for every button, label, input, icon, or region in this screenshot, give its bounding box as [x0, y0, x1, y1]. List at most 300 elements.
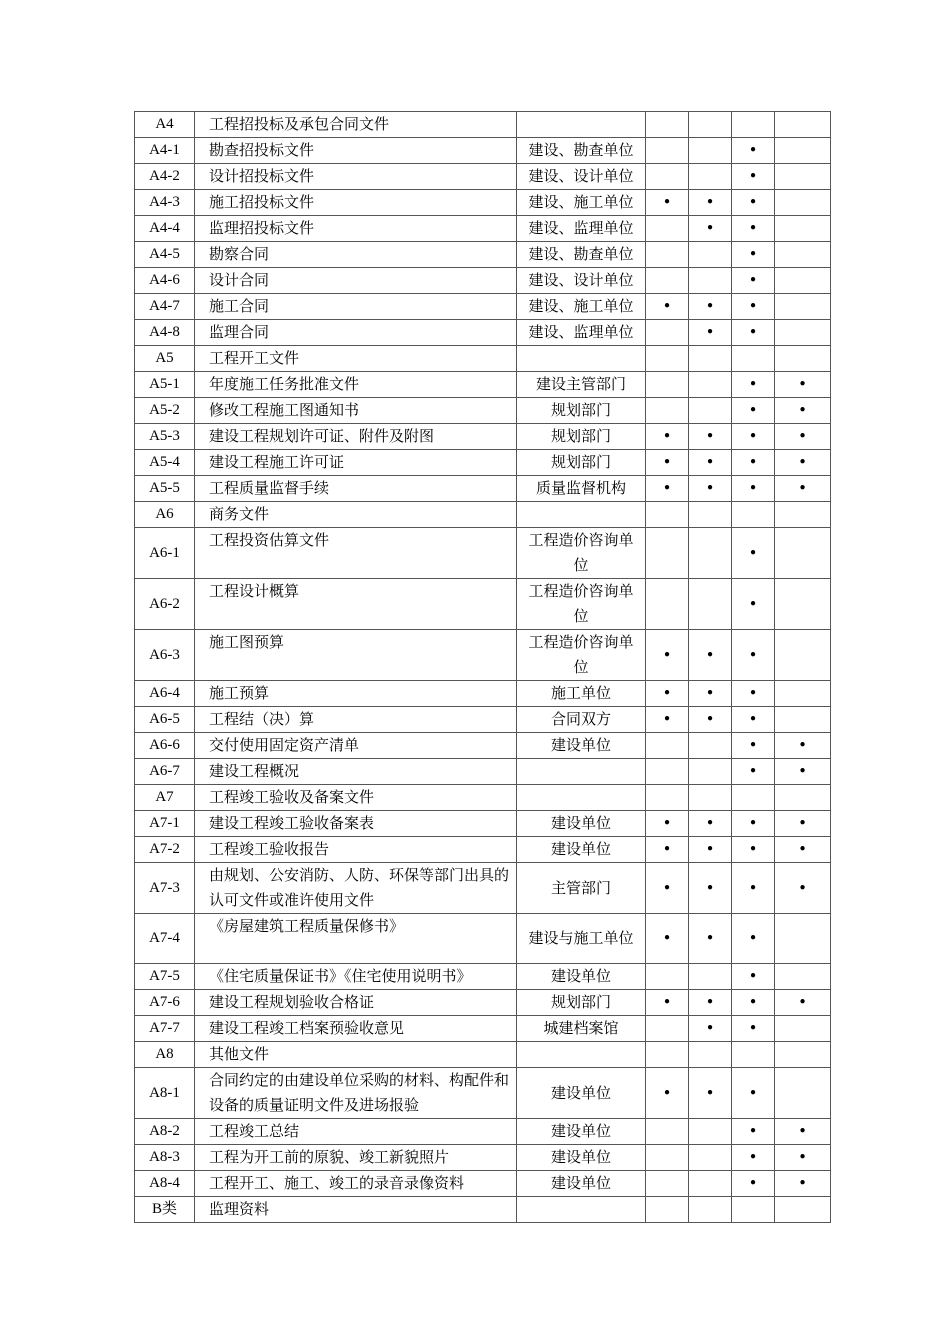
row-code: A6 — [135, 502, 195, 528]
mark-cell-2 — [689, 1197, 732, 1223]
row-name — [195, 579, 517, 630]
mark-cell-2 — [689, 1171, 732, 1197]
mark-cell-1: • — [646, 990, 689, 1016]
row-code: A4-8 — [135, 320, 195, 346]
table-row — [135, 242, 831, 268]
mark-cell-2: • — [689, 216, 732, 242]
row-unit-text: 建设、设计单位 — [528, 167, 634, 185]
mark-cell-3 — [732, 112, 775, 138]
row-unit — [517, 268, 646, 294]
mark-cell-1 — [646, 964, 689, 990]
mark-cell-2: • — [689, 811, 732, 837]
row-code: A6-1 — [135, 528, 195, 579]
mark-cell-4: • — [775, 1119, 831, 1145]
mark-cell-4: • — [775, 1145, 831, 1171]
row-code: A4-6 — [135, 268, 195, 294]
mark-cell-2 — [689, 138, 732, 164]
mark-cell-4: • — [775, 759, 831, 785]
mark-cell-2 — [689, 242, 732, 268]
mark-cell-3: • — [732, 759, 775, 785]
row-name — [195, 1119, 517, 1145]
row-unit-text: 建设、勘查单位 — [528, 245, 634, 263]
table-row — [135, 837, 831, 863]
row-name — [195, 811, 517, 837]
mark-cell-4 — [775, 190, 831, 216]
mark-cell-3: • — [732, 138, 775, 164]
section-row — [135, 1197, 831, 1223]
mark-cell-2: • — [689, 914, 732, 964]
row-unit — [517, 759, 646, 785]
row-unit — [517, 811, 646, 837]
mark-cell-2 — [689, 759, 732, 785]
row-unit — [517, 1016, 646, 1042]
mark-cell-2: • — [689, 476, 732, 502]
row-name — [195, 733, 517, 759]
mark-cell-2 — [689, 964, 732, 990]
mark-cell-3: • — [732, 733, 775, 759]
row-unit-text: 建设、设计单位 — [528, 271, 634, 289]
mark-cell-1 — [646, 1042, 689, 1068]
mark-cell-1: • — [646, 630, 689, 681]
row-name-text: 设计合同 — [209, 271, 270, 289]
row-name-text: 由规划、公安消防、人防、环保等部门出具的认可文件或准许使用文件 — [209, 866, 510, 909]
mark-cell-1: • — [646, 863, 689, 914]
row-code: A7-2 — [135, 837, 195, 863]
row-name — [195, 863, 517, 914]
row-name — [195, 346, 517, 372]
row-name-text: 建设工程竣工档案预验收意见 — [209, 1019, 405, 1037]
mark-cell-3: • — [732, 990, 775, 1016]
row-code: A7-6 — [135, 990, 195, 1016]
row-unit-text: 施工单位 — [550, 684, 611, 702]
table-row — [135, 630, 831, 681]
row-name — [195, 1197, 517, 1223]
mark-cell-1 — [646, 372, 689, 398]
mark-cell-4: • — [775, 476, 831, 502]
row-unit — [517, 242, 646, 268]
row-code: A5-3 — [135, 424, 195, 450]
mark-cell-3: • — [732, 707, 775, 733]
row-name-text: 工程投资估算文件 — [209, 531, 330, 549]
row-name-text: 建设工程概况 — [209, 762, 300, 780]
mark-cell-1 — [646, 1171, 689, 1197]
mark-cell-4 — [775, 785, 831, 811]
row-name — [195, 398, 517, 424]
mark-cell-1 — [646, 164, 689, 190]
mark-cell-1 — [646, 528, 689, 579]
mark-cell-3: • — [732, 1068, 775, 1119]
row-name — [195, 190, 517, 216]
row-unit-text: 规划部门 — [550, 401, 611, 419]
mark-cell-1 — [646, 1119, 689, 1145]
row-code: A8-3 — [135, 1145, 195, 1171]
mark-cell-3 — [732, 346, 775, 372]
mark-cell-1: • — [646, 681, 689, 707]
mark-cell-3: • — [732, 242, 775, 268]
row-unit — [517, 1042, 646, 1068]
row-name — [195, 1016, 517, 1042]
row-unit — [517, 138, 646, 164]
table-row — [135, 964, 831, 990]
mark-cell-1: • — [646, 811, 689, 837]
row-code: A4-2 — [135, 164, 195, 190]
table-row — [135, 579, 831, 630]
row-unit — [517, 1145, 646, 1171]
row-name-text: 其他文件 — [209, 1045, 270, 1063]
row-name-text: 工程竣工验收及备案文件 — [209, 788, 375, 806]
mark-cell-4 — [775, 1197, 831, 1223]
row-unit — [517, 502, 646, 528]
table-row — [135, 372, 831, 398]
row-unit-text: 建设、监理单位 — [528, 219, 634, 237]
row-name-text: 施工图预算 — [209, 633, 285, 651]
row-name — [195, 1068, 517, 1119]
mark-cell-3: • — [732, 190, 775, 216]
table-row — [135, 1068, 831, 1119]
table-row — [135, 450, 831, 476]
mark-cell-2 — [689, 1145, 732, 1171]
row-name — [195, 164, 517, 190]
mark-cell-1: • — [646, 294, 689, 320]
row-name — [195, 320, 517, 346]
mark-cell-1 — [646, 785, 689, 811]
mark-cell-4 — [775, 346, 831, 372]
row-unit-text: 工程造价咨询单位 — [528, 531, 634, 574]
row-code: B类 — [135, 1197, 195, 1223]
mark-cell-1 — [646, 1197, 689, 1223]
table-row — [135, 164, 831, 190]
mark-cell-2 — [689, 1042, 732, 1068]
row-unit — [517, 528, 646, 579]
mark-cell-3 — [732, 1042, 775, 1068]
row-code: A4-1 — [135, 138, 195, 164]
row-code: A6-4 — [135, 681, 195, 707]
row-code: A4-7 — [135, 294, 195, 320]
mark-cell-1 — [646, 112, 689, 138]
mark-cell-2 — [689, 528, 732, 579]
row-unit — [517, 320, 646, 346]
row-name-text: 工程质量监督手续 — [209, 479, 330, 497]
row-unit-text: 城建档案馆 — [543, 1019, 619, 1037]
mark-cell-1 — [646, 759, 689, 785]
row-name — [195, 681, 517, 707]
row-unit-text: 建设单位 — [550, 967, 611, 985]
row-code: A6-5 — [135, 707, 195, 733]
mark-cell-3: • — [732, 579, 775, 630]
row-name — [195, 216, 517, 242]
mark-cell-4 — [775, 1016, 831, 1042]
mark-cell-3: • — [732, 863, 775, 914]
row-code: A7 — [135, 785, 195, 811]
mark-cell-3: • — [732, 476, 775, 502]
mark-cell-3: • — [732, 1016, 775, 1042]
mark-cell-3: • — [732, 528, 775, 579]
table-row — [135, 476, 831, 502]
row-name — [195, 476, 517, 502]
section-row — [135, 346, 831, 372]
row-unit-text: 建设、施工单位 — [528, 297, 634, 315]
mark-cell-4 — [775, 681, 831, 707]
mark-cell-3: • — [732, 914, 775, 964]
row-name-text: 商务文件 — [209, 505, 270, 523]
row-name — [195, 372, 517, 398]
row-name-text: 工程开工文件 — [209, 349, 300, 367]
row-name-text: 工程招投标及承包合同文件 — [209, 115, 390, 133]
row-unit — [517, 1119, 646, 1145]
row-name-text: 交付使用固定资产清单 — [209, 736, 360, 754]
table-body — [135, 112, 831, 1223]
row-code: A6-7 — [135, 759, 195, 785]
mark-cell-2: • — [689, 320, 732, 346]
row-unit — [517, 216, 646, 242]
mark-cell-4: • — [775, 1171, 831, 1197]
row-unit-text: 建设、监理单位 — [528, 323, 634, 341]
row-unit — [517, 190, 646, 216]
mark-cell-3: • — [732, 1171, 775, 1197]
row-unit-text: 建设单位 — [550, 1083, 611, 1102]
row-code: A6-2 — [135, 579, 195, 630]
row-name — [195, 914, 517, 964]
mark-cell-1: • — [646, 837, 689, 863]
mark-cell-1: • — [646, 450, 689, 476]
mark-cell-4: • — [775, 837, 831, 863]
mark-cell-2 — [689, 579, 732, 630]
mark-cell-4 — [775, 320, 831, 346]
row-name-text: 工程竣工总结 — [209, 1122, 300, 1140]
row-unit-text: 工程造价咨询单位 — [528, 633, 634, 676]
row-name-text: 建设工程规划验收合格证 — [209, 993, 375, 1011]
row-unit-text: 建设单位 — [550, 1148, 611, 1166]
mark-cell-3: • — [732, 1119, 775, 1145]
mark-cell-2: • — [689, 707, 732, 733]
row-name — [195, 759, 517, 785]
mark-cell-4: • — [775, 733, 831, 759]
mark-cell-4 — [775, 579, 831, 630]
mark-cell-1 — [646, 579, 689, 630]
mark-cell-1: • — [646, 424, 689, 450]
mark-cell-4 — [775, 216, 831, 242]
document-table — [134, 111, 831, 1223]
mark-cell-4: • — [775, 424, 831, 450]
mark-cell-3: • — [732, 216, 775, 242]
mark-cell-2: • — [689, 1016, 732, 1042]
row-unit-text: 建设单位 — [550, 840, 611, 858]
row-unit-text: 建设单位 — [550, 736, 611, 754]
row-unit — [517, 112, 646, 138]
mark-cell-3 — [732, 785, 775, 811]
table-row — [135, 914, 831, 964]
row-code: A6-6 — [135, 733, 195, 759]
row-name-text: 施工合同 — [209, 297, 270, 315]
mark-cell-4 — [775, 164, 831, 190]
mark-cell-4 — [775, 242, 831, 268]
table-row — [135, 320, 831, 346]
mark-cell-3: • — [732, 811, 775, 837]
mark-cell-1 — [646, 320, 689, 346]
mark-cell-3: • — [732, 681, 775, 707]
row-unit-text: 建设单位 — [550, 1174, 611, 1192]
row-name-text: 工程结（决）算 — [209, 710, 315, 728]
mark-cell-4 — [775, 914, 831, 964]
row-unit — [517, 733, 646, 759]
row-name-text: 修改工程施工图通知书 — [209, 401, 360, 419]
row-unit-text: 质量监督机构 — [535, 479, 626, 497]
mark-cell-2: • — [689, 450, 732, 476]
row-code: A5-5 — [135, 476, 195, 502]
table-row — [135, 294, 831, 320]
table-row — [135, 268, 831, 294]
row-code: A5-1 — [135, 372, 195, 398]
mark-cell-2 — [689, 112, 732, 138]
mark-cell-4 — [775, 1068, 831, 1119]
row-unit — [517, 1068, 646, 1119]
mark-cell-1 — [646, 1145, 689, 1171]
mark-cell-2: • — [689, 681, 732, 707]
row-name — [195, 112, 517, 138]
row-code: A7-5 — [135, 964, 195, 990]
row-unit-text: 工程造价咨询单位 — [528, 582, 634, 625]
mark-cell-2 — [689, 398, 732, 424]
row-unit-text: 建设单位 — [550, 1122, 611, 1140]
row-name-text: 设计招投标文件 — [209, 167, 315, 185]
row-name — [195, 990, 517, 1016]
mark-cell-3: • — [732, 424, 775, 450]
mark-cell-2: • — [689, 424, 732, 450]
mark-cell-3: • — [732, 398, 775, 424]
table-row — [135, 759, 831, 785]
mark-cell-3: • — [732, 1145, 775, 1171]
table-row — [135, 528, 831, 579]
section-row — [135, 785, 831, 811]
row-code: A8-4 — [135, 1171, 195, 1197]
row-name — [195, 964, 517, 990]
row-unit — [517, 476, 646, 502]
mark-cell-4: • — [775, 398, 831, 424]
row-code: A4-5 — [135, 242, 195, 268]
section-row — [135, 112, 831, 138]
mark-cell-4: • — [775, 372, 831, 398]
row-name-text: 年度施工任务批准文件 — [209, 375, 360, 393]
table-row — [135, 424, 831, 450]
mark-cell-3: • — [732, 164, 775, 190]
row-code: A5-2 — [135, 398, 195, 424]
row-name — [195, 242, 517, 268]
mark-cell-2: • — [689, 190, 732, 216]
mark-cell-2: • — [689, 294, 732, 320]
row-name-text: 施工招投标文件 — [209, 193, 315, 211]
mark-cell-2 — [689, 1119, 732, 1145]
row-name-text: 工程竣工验收报告 — [209, 840, 330, 858]
row-name-text: 建设工程施工许可证 — [209, 453, 345, 471]
mark-cell-2 — [689, 268, 732, 294]
mark-cell-1: • — [646, 707, 689, 733]
row-name — [195, 450, 517, 476]
row-code: A8 — [135, 1042, 195, 1068]
table-row — [135, 1016, 831, 1042]
row-name-text: 工程开工、施工、竣工的录音录像资料 — [209, 1174, 465, 1192]
row-unit — [517, 837, 646, 863]
mark-cell-1: • — [646, 190, 689, 216]
row-code: A5 — [135, 346, 195, 372]
row-name — [195, 1171, 517, 1197]
row-code: A7-3 — [135, 863, 195, 914]
row-name-text: 工程设计概算 — [209, 582, 300, 600]
row-code: A4-3 — [135, 190, 195, 216]
mark-cell-1 — [646, 398, 689, 424]
table-row — [135, 190, 831, 216]
mark-cell-2: • — [689, 630, 732, 681]
row-name-text: 《房屋建筑工程质量保修书》 — [209, 917, 405, 935]
row-unit-text: 建设、施工单位 — [528, 193, 634, 211]
mark-cell-3: • — [732, 294, 775, 320]
section-row — [135, 1042, 831, 1068]
row-unit-text: 合同双方 — [550, 710, 611, 728]
row-unit-text: 建设与施工单位 — [528, 929, 634, 947]
row-name — [195, 138, 517, 164]
row-unit — [517, 964, 646, 990]
mark-cell-3: • — [732, 268, 775, 294]
mark-cell-2 — [689, 502, 732, 528]
row-unit — [517, 346, 646, 372]
mark-cell-3 — [732, 502, 775, 528]
row-code: A7-1 — [135, 811, 195, 837]
row-name-text: 建设工程竣工验收备案表 — [209, 814, 375, 832]
mark-cell-1 — [646, 1016, 689, 1042]
row-unit — [517, 863, 646, 914]
row-unit-text: 主管部门 — [550, 878, 611, 897]
row-unit — [517, 707, 646, 733]
row-code: A4 — [135, 112, 195, 138]
mark-cell-2 — [689, 733, 732, 759]
mark-cell-4 — [775, 630, 831, 681]
row-unit — [517, 990, 646, 1016]
mark-cell-1 — [646, 216, 689, 242]
row-name — [195, 707, 517, 733]
table-row — [135, 811, 831, 837]
mark-cell-1 — [646, 733, 689, 759]
row-unit-text: 建设单位 — [550, 814, 611, 832]
mark-cell-4 — [775, 268, 831, 294]
row-unit — [517, 450, 646, 476]
row-name — [195, 1042, 517, 1068]
row-code: A8-1 — [135, 1068, 195, 1119]
row-unit — [517, 785, 646, 811]
mark-cell-1 — [646, 268, 689, 294]
row-code: A7-7 — [135, 1016, 195, 1042]
row-unit — [517, 372, 646, 398]
mark-cell-2 — [689, 164, 732, 190]
row-unit — [517, 164, 646, 190]
mark-cell-2: • — [689, 837, 732, 863]
row-unit-text: 建设主管部门 — [535, 375, 626, 393]
row-name-text: 《住宅质量保证书》《住宅使用说明书》 — [209, 967, 472, 985]
row-code: A8-2 — [135, 1119, 195, 1145]
row-name — [195, 502, 517, 528]
row-name — [195, 528, 517, 579]
mark-cell-2: • — [689, 863, 732, 914]
mark-cell-4 — [775, 528, 831, 579]
table-row — [135, 990, 831, 1016]
mark-cell-2: • — [689, 1068, 732, 1119]
row-name-text: 施工预算 — [209, 684, 270, 702]
row-unit-text: 建设、勘查单位 — [528, 141, 634, 159]
row-name-text: 监理合同 — [209, 323, 270, 341]
mark-cell-3: • — [732, 372, 775, 398]
row-unit — [517, 579, 646, 630]
mark-cell-4: • — [775, 863, 831, 914]
mark-cell-4 — [775, 707, 831, 733]
row-code: A4-4 — [135, 216, 195, 242]
